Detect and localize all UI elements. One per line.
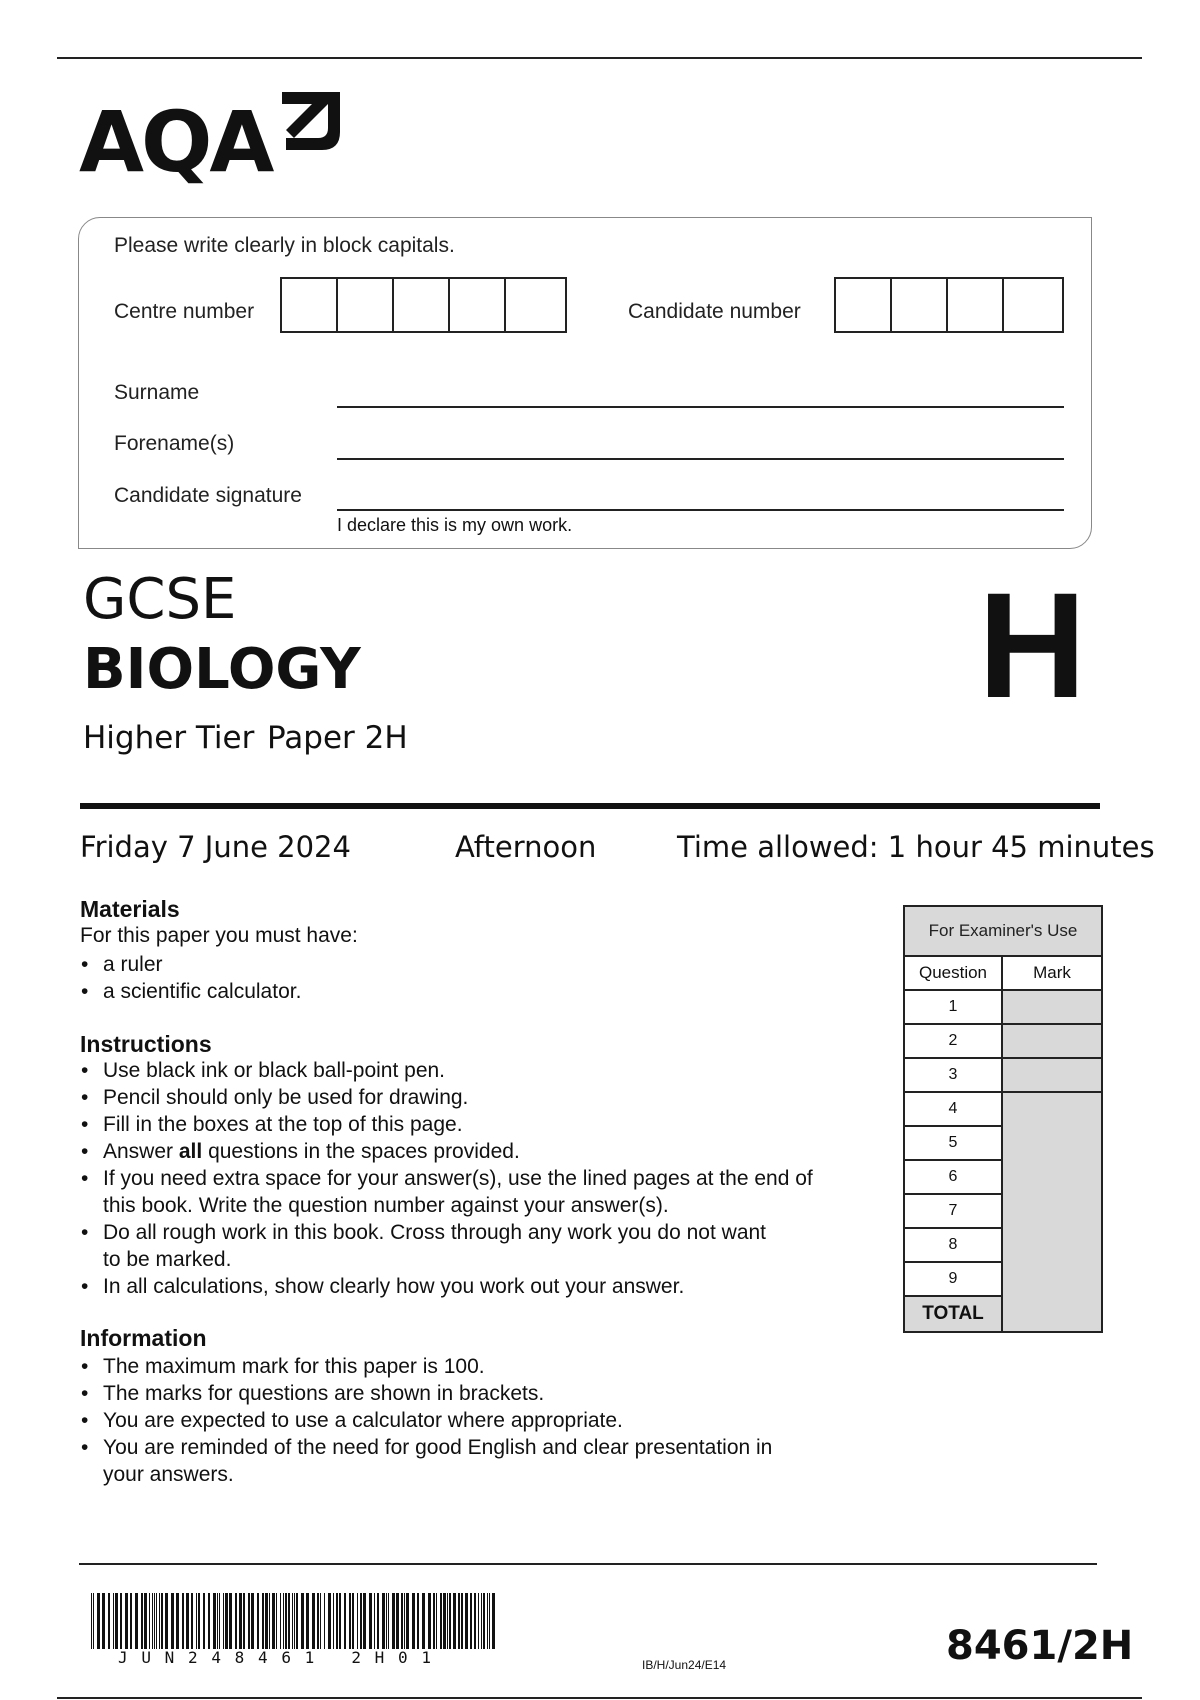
table-row [905,1025,1101,1059]
question-number: 8 [905,1229,1003,1263]
question-number: 9 [905,1263,1003,1297]
centre-number-digit-box[interactable] [450,279,506,331]
aqa-logo-mark-icon [282,92,340,150]
block-capitals-instruction: Please write clearly in block capitals. [114,234,455,257]
surname-field[interactable] [337,406,1064,408]
materials-list [80,951,780,1005]
centre-number-boxes[interactable] [280,277,567,333]
mark-cell [1003,1263,1101,1297]
question-column-header: Question [905,957,1003,991]
question-number: 4 [905,1093,1003,1127]
instructions-heading: Instructions [80,1031,212,1057]
time-allowed: Time allowed: 1 hour 45 minutes [677,830,1155,864]
list-item: • If you need extra space for your answer(s), use the lined pages at the end of this book. Write the question number against your answer(s). [80,1165,860,1219]
answer-rest: questions in the spaces provided. [208,1140,520,1163]
examiner-use-table [903,905,1103,1333]
list-item: • Pencil should only be used for drawing. [80,1084,860,1111]
mark-cell [1003,1229,1101,1263]
examiner-table-header-row [905,957,1101,991]
question-number: 1 [905,991,1003,1025]
centre-number-digit-box[interactable] [506,279,562,331]
subject-title: BIOLOGY [83,637,361,702]
list-item: • In all calculations, show clearly how you work out your answer. [80,1273,860,1300]
question-number: 2 [905,1025,1003,1059]
mark-cell [1003,1093,1101,1127]
candidate-number-digit-box[interactable] [836,279,892,331]
table-row [905,1263,1101,1297]
mark-cell [1003,991,1101,1025]
table-row [905,1093,1101,1127]
table-row [905,991,1101,1025]
exam-session: Afternoon [455,830,597,864]
barcode-number: JUN248461 2H01 [118,1648,445,1667]
information-heading: Information [80,1325,207,1351]
list-item: • You are expected to use a calculator where appropriate. [80,1407,800,1434]
list-item: • Use black ink or black ball-point pen. [80,1057,860,1084]
mark-cell [1003,1195,1101,1229]
mark-column-header: Mark [1003,957,1101,991]
list-item: • Do all rough work in this book. Cross through any work you do not want to be marked. [80,1219,860,1273]
paper-label: Paper 2H [267,720,408,756]
candidate-number-digit-box[interactable] [892,279,948,331]
centre-number-digit-box[interactable] [394,279,450,331]
candidate-number-label: Candidate number [628,300,801,323]
list-item: • You are reminded of the need for good English and clear presentation in your answers. [80,1434,800,1488]
declaration-text: I declare this is my own work. [337,515,573,535]
instructions-list [80,1057,860,1300]
examiner-table-title: For Examiner's Use [905,907,1101,957]
table-row [905,1229,1101,1263]
candidate-number-boxes[interactable] [834,277,1064,333]
question-number: 7 [905,1195,1003,1229]
centre-number-digit-box[interactable] [338,279,394,331]
paper-reference: IB/H/Jun24/E14 [642,1658,727,1672]
list-item [80,1138,860,1165]
centre-number-label: Centre number [114,300,255,323]
list-item: • a scientific calculator. [80,978,780,1005]
bottom-rule [57,1697,1142,1699]
list-item: • The maximum mark for this paper is 100. [80,1353,800,1380]
answer-prefix: Answer [103,1140,174,1163]
table-row-total [905,1297,1101,1331]
question-number: 5 [905,1127,1003,1161]
total-label: TOTAL [905,1297,1003,1331]
materials-intro: For this paper you must have: [80,924,358,947]
barcode-icon [91,1593,501,1649]
question-number: 6 [905,1161,1003,1195]
aqa-logo-text: AQA [79,93,272,191]
list-item: • The marks for questions are shown in brackets. [80,1380,800,1407]
mark-cell [1003,1127,1101,1161]
title-divider [80,803,1100,809]
footer-rule [79,1563,1097,1565]
table-row [905,1161,1101,1195]
centre-number-digit-box[interactable] [282,279,338,331]
table-row [905,1127,1101,1161]
forenames-label: Forename(s) [114,432,235,455]
top-rule [57,57,1142,59]
tier-label: Higher Tier [83,720,255,756]
list-item: • Fill in the boxes at the top of this page. [80,1111,860,1138]
materials-heading: Materials [80,896,180,922]
forenames-field[interactable] [337,458,1064,460]
qualification-title: GCSE [83,567,237,632]
table-row [905,1059,1101,1093]
table-row [905,1195,1101,1229]
signature-label: Candidate signature [114,484,302,507]
mark-cell [1003,1059,1101,1093]
answer-all-emphasis: all [178,1140,203,1163]
mark-cell [1003,1161,1101,1195]
information-list [80,1353,800,1488]
total-mark-cell [1003,1297,1101,1331]
question-number: 3 [905,1059,1003,1093]
tier-letter: H [978,561,1087,729]
candidate-number-digit-box[interactable] [1004,279,1060,331]
surname-label: Surname [114,381,200,404]
exam-date: Friday 7 June 2024 [80,830,351,864]
list-item: • a ruler [80,951,780,978]
signature-field[interactable] [337,509,1064,511]
mark-cell [1003,1025,1101,1059]
paper-code: 8461/2H [946,1623,1134,1669]
candidate-number-digit-box[interactable] [948,279,1004,331]
